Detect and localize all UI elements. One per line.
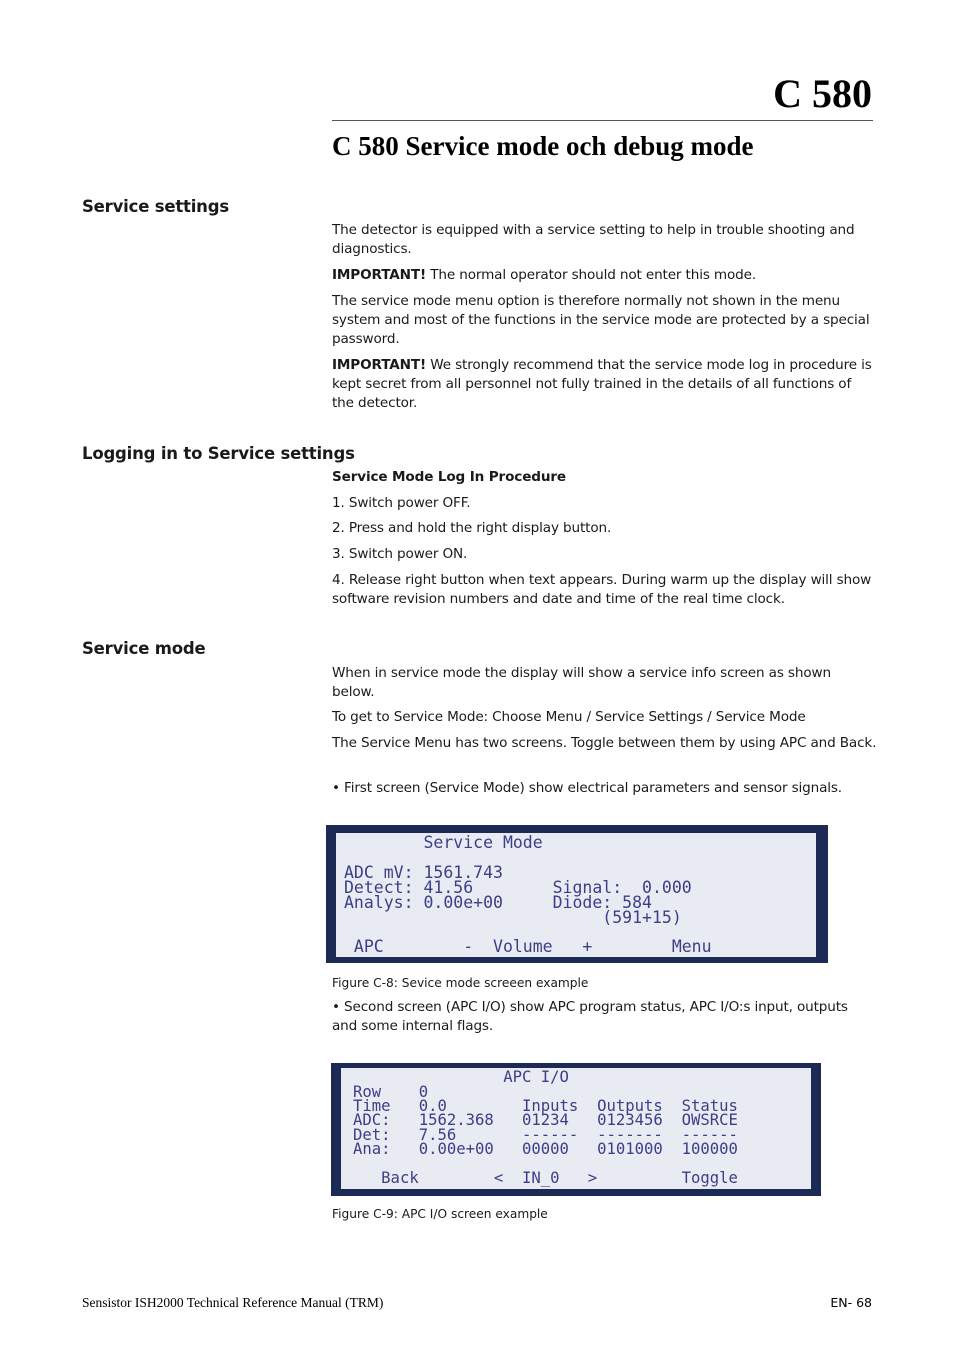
login-step-3: 3. Switch power ON. <box>332 546 468 562</box>
login-step-1: 1. Switch power OFF. <box>332 495 471 511</box>
footer-manual-title: Sensistor ISH2000 Technical Reference Manual (TRM) <box>82 1295 384 1310</box>
service-mode-paragraph-2: To get to Service Mode: Choose Menu / Service Settings / Service Mode <box>332 709 806 725</box>
login-procedure-subheading: Service Mode Log In Procedure <box>332 469 566 485</box>
login-step-4: 4. Release right button when text appears. During warm up the display will show software revision numbers and date and time of the real time clock. <box>332 572 872 607</box>
lcd-line-det: Det: 7.56 ------ ------- ------ <box>353 1126 738 1144</box>
service-mode-screen-figure <box>326 825 828 963</box>
lcd-line-buttons: APC - Volume + Menu <box>344 937 712 956</box>
service-settings-paragraph-2 <box>332 266 877 285</box>
apc-io-screen-figure <box>331 1063 821 1196</box>
lcd-line-analys: Analys: 0.00e+00 Diode: 584 <box>344 893 652 912</box>
login-step-2: 2. Press and hold the right display button. <box>332 520 612 536</box>
important-label: IMPORTANT! <box>332 267 427 283</box>
model-title: C 580 <box>773 71 872 116</box>
footer-page-number: EN- 68 <box>830 1295 872 1310</box>
lcd-line-title: APC I/O <box>353 1068 569 1086</box>
lcd-line-adc: ADC mV: 1561.743 <box>344 863 503 882</box>
heading-logging-in: Logging in to Service settings <box>82 444 355 463</box>
heading-service-settings: Service settings <box>82 197 229 216</box>
lcd-line-diode-sum: (591+15) <box>344 908 682 927</box>
lcd-display <box>341 1068 811 1189</box>
lcd-line-detect: Detect: 41.56 Signal: 0.000 <box>344 878 692 897</box>
lcd-line-adc: ADC: 1562.368 01234 0123456 OWSRCE <box>353 1111 738 1129</box>
service-settings-paragraph-4 <box>332 356 877 413</box>
important-label: IMPORTANT! <box>332 357 427 373</box>
lcd-display <box>336 833 816 957</box>
lcd-line-ana: Ana: 0.00e+00 00000 0101000 100000 <box>353 1140 738 1158</box>
service-mode-paragraph-3: The Service Menu has two screens. Toggle between them by using APC and Back. <box>332 735 877 751</box>
important-text: The normal operator should not enter this mode. <box>426 267 757 283</box>
chapter-title: C 580 Service mode och debug mode <box>332 131 754 161</box>
service-settings-paragraph-1: The detector is equipped with a service setting to help in trouble shooting and diagnostics. <box>332 222 855 257</box>
service-mode-bullet-2: • Second screen (APC I/O) show APC program status, APC I/O:s input, outputs and some internal flags. <box>332 999 848 1034</box>
header-rule <box>332 120 873 121</box>
lcd-line-time: Time 0.0 Inputs Outputs Status <box>353 1097 738 1115</box>
figure-c8-caption: Figure C-8: Sevice mode screeen example <box>332 976 589 990</box>
figure-c9-caption: Figure C-9: APC I/O screen example <box>332 1207 548 1221</box>
service-mode-paragraph-1: When in service mode the display will show a service info screen as shown below. <box>332 665 831 700</box>
service-settings-paragraph-3: The service mode menu option is therefore normally not shown in the menu system and most of the functions in the service mode are protected by a special password. <box>332 293 870 347</box>
lcd-line-row: Row 0 <box>353 1083 429 1101</box>
lcd-line-buttons: Back < IN_0 > Toggle <box>353 1169 738 1187</box>
heading-service-mode: Service mode <box>82 639 206 658</box>
service-mode-bullet-1: • First screen (Service Mode) show electrical parameters and sensor signals. <box>332 780 842 796</box>
lcd-line-title: Service Mode <box>344 833 543 852</box>
important-text: We strongly recommend that the service mode log in procedure is kept secret from all personnel not fully trained in the details of all functions of the detector. <box>332 357 872 411</box>
